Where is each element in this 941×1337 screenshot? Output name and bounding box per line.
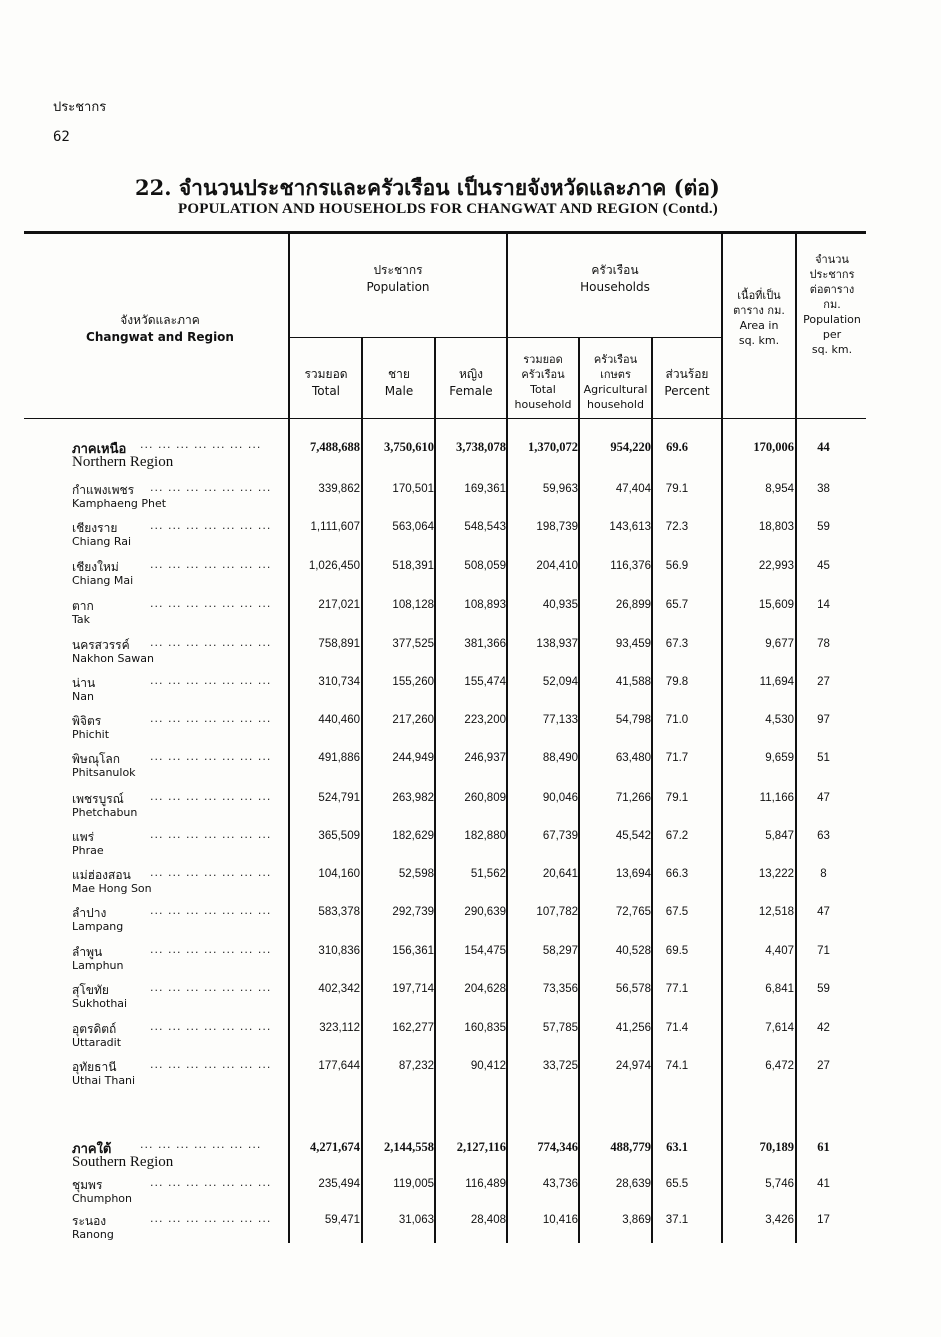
cell-female: 169,361 (464, 483, 506, 495)
cell-households: 90,046 (542, 792, 578, 804)
table-row (0, 1058, 941, 1098)
cell-density: 47 (817, 906, 830, 918)
row-name-english: Kamphaeng Phet (72, 497, 167, 510)
table-row (0, 712, 941, 752)
cell-area: 4,407 (765, 945, 794, 957)
cell-agricultural: 72,765 (615, 906, 651, 918)
header-total-household: รวมยอด ครัวเรือน Total household (514, 353, 572, 411)
row-name-thai: พิษณุโลก (72, 752, 121, 766)
row-name-english: Phichit (72, 728, 110, 741)
cell-male: 377,525 (392, 638, 434, 650)
cell-total: 524,791 (318, 792, 360, 804)
cell-households: 107,782 (536, 906, 578, 918)
leader-dots: ... ... ... ... ... ... ... (150, 1176, 272, 1189)
leader-dots: ... ... ... ... ... ... ... (150, 904, 272, 917)
cell-area: 3,426 (765, 1214, 794, 1226)
cell-female: 204,628 (464, 983, 506, 995)
cell-male: 52,598 (398, 868, 434, 880)
cell-total: 1,026,450 (308, 560, 360, 572)
header-density: จำนวน ประชากร ต่อตาราง กม. Population per sq. km. (803, 253, 861, 356)
row-name-english: Phrae (72, 844, 104, 857)
cell-density: 41 (817, 1178, 830, 1190)
header-percent: ส่วนร้อย Percent (664, 367, 710, 398)
leader-dots: ... ... ... ... ... ... ... (150, 712, 272, 725)
row-name-english: Tak (72, 613, 91, 626)
table-top-rule (24, 231, 866, 234)
table-row (0, 790, 941, 830)
cell-percent: 79.1 (665, 483, 689, 495)
cell-female: 155,474 (464, 676, 506, 688)
cell-households: 33,725 (542, 1060, 578, 1072)
cell-female: 182,880 (464, 830, 506, 842)
cell-density: 8 (820, 868, 827, 880)
cell-percent: 37.1 (665, 1214, 689, 1226)
cell-percent: 69.5 (665, 945, 689, 957)
cell-density: 71 (817, 945, 830, 957)
header-population: ประชากร Population (366, 263, 430, 294)
cell-density: 42 (817, 1022, 830, 1034)
cell-density: 61 (817, 1140, 830, 1154)
cell-male: 162,277 (392, 1022, 434, 1034)
cell-total: 7,488,688 (310, 440, 360, 454)
cell-male: 87,232 (398, 1060, 434, 1072)
cell-total: 323,112 (319, 1022, 360, 1034)
cell-density: 38 (817, 483, 830, 495)
cell-male: 3,750,610 (384, 440, 434, 454)
cell-area: 9,659 (765, 752, 794, 764)
cell-percent: 79.8 (665, 676, 689, 688)
cell-total: 339,862 (318, 483, 360, 495)
row-name-english: Chiang Rai (72, 535, 132, 548)
leader-dots: ... ... ... ... ... ... ... (150, 828, 272, 841)
table-row (0, 904, 941, 944)
cell-households: 1,370,072 (528, 440, 578, 454)
cell-male: 292,739 (392, 906, 434, 918)
row-name-thai: ลำพูน (72, 945, 103, 959)
header-households: ครัวเรือน Households (580, 263, 650, 294)
cell-total: 310,734 (318, 676, 360, 688)
cell-male: 156,361 (392, 945, 434, 957)
cell-total: 217,021 (318, 599, 360, 611)
leader-dots: ... ... ... ... ... ... ... (150, 790, 272, 803)
cell-male: 217,260 (392, 714, 434, 726)
row-name-english: Lamphun (72, 959, 124, 972)
cell-female: 3,738,078 (456, 440, 506, 454)
cell-households: 10,416 (542, 1214, 578, 1226)
cell-density: 78 (817, 638, 830, 650)
table-title-thai: 22. จำนวนประชากรและครัวเรือน เป็นรายจังหวัดและภาค (ต่อ) (135, 175, 720, 200)
cell-percent: 74.1 (665, 1060, 689, 1072)
cell-percent: 79.1 (665, 792, 689, 804)
cell-total: 758,891 (318, 638, 360, 650)
cell-density: 14 (817, 599, 830, 611)
cell-area: 7,614 (765, 1022, 794, 1034)
cell-female: 51,562 (470, 868, 506, 880)
row-name-english: Uttaradit (72, 1036, 122, 1049)
cell-total: 491,886 (318, 752, 360, 764)
cell-households: 20,641 (542, 868, 578, 880)
cell-female: 90,412 (470, 1060, 506, 1072)
cell-female: 290,639 (464, 906, 506, 918)
cell-households: 52,094 (542, 676, 578, 688)
cell-total: 177,644 (318, 1060, 360, 1072)
cell-households: 88,490 (542, 752, 578, 764)
row-name-english: Sukhothai (72, 997, 128, 1010)
cell-agricultural: 45,542 (615, 830, 651, 842)
row-name-english: Chumphon (72, 1192, 132, 1205)
row-name-thai: แม่ฮ่องสอน (72, 868, 131, 882)
cell-density: 59 (817, 983, 830, 995)
cell-area: 5,847 (765, 830, 794, 842)
cell-male: 244,949 (392, 752, 434, 764)
cell-density: 27 (817, 1060, 830, 1072)
leader-dots: ... ... ... ... ... ... ... (140, 438, 262, 451)
table-row (0, 1176, 941, 1216)
leader-dots: ... ... ... ... ... ... ... (150, 1058, 272, 1071)
cell-percent: 65.7 (665, 599, 689, 611)
row-name-english: Southern Region (72, 1154, 174, 1170)
row-name-english: Nakhon Sawan (72, 652, 154, 665)
cell-male: 155,260 (392, 676, 434, 688)
cell-female: 108,893 (464, 599, 506, 611)
cell-percent: 71.4 (665, 1022, 689, 1034)
header-male: ชาย Male (384, 367, 414, 398)
table-row (0, 828, 941, 868)
cell-percent: 77.1 (665, 983, 689, 995)
table-row (0, 597, 941, 637)
table-row (0, 558, 941, 598)
cell-area: 18,803 (758, 521, 794, 533)
cell-male: 31,063 (398, 1214, 434, 1226)
cell-agricultural: 24,974 (615, 1060, 651, 1072)
leader-dots: ... ... ... ... ... ... ... (150, 981, 272, 994)
cell-agricultural: 488,779 (610, 1140, 651, 1154)
cell-area: 70,189 (759, 1140, 794, 1154)
cell-total: 365,509 (318, 830, 360, 842)
cell-total: 583,378 (318, 906, 360, 918)
leader-dots: ... ... ... ... ... ... ... (150, 597, 272, 610)
cell-households: 40,935 (542, 599, 578, 611)
cell-percent: 67.3 (665, 638, 689, 650)
header-bottom-rule (24, 418, 866, 419)
cell-male: 119,005 (393, 1178, 434, 1190)
cell-female: 160,835 (464, 1022, 506, 1034)
table-row (0, 481, 941, 521)
row-name-thai: อุทัยธานี (72, 1060, 117, 1074)
cell-area: 22,993 (758, 560, 794, 572)
cell-total: 104,160 (318, 868, 360, 880)
table-row (0, 674, 941, 714)
cell-households: 774,346 (537, 1140, 578, 1154)
cell-area: 5,746 (765, 1178, 794, 1190)
row-name-thai: เชียงราย (72, 521, 118, 535)
page-number: 62 (53, 129, 70, 145)
leader-dots: ... ... ... ... ... ... ... (150, 943, 272, 956)
cell-male: 263,982 (392, 792, 434, 804)
cell-agricultural: 56,578 (615, 983, 651, 995)
cell-density: 45 (817, 560, 830, 572)
cell-density: 47 (817, 792, 830, 804)
cell-density: 44 (817, 440, 830, 454)
cell-households: 43,736 (542, 1178, 578, 1190)
header-area: เนื้อที่เป็น ตาราง กม. Area in sq. km. (733, 289, 785, 347)
cell-agricultural: 3,869 (622, 1214, 651, 1226)
leader-dots: ... ... ... ... ... ... ... (150, 481, 272, 494)
row-name-english: Phitsanulok (72, 766, 136, 779)
cell-density: 97 (817, 714, 830, 726)
table-row (0, 943, 941, 983)
table-title-english: POPULATION AND HOUSEHOLDS FOR CHANGWAT AND REGION (Contd.) (178, 201, 718, 217)
leader-dots: ... ... ... ... ... ... ... (150, 1212, 272, 1225)
cell-percent: 65.5 (665, 1178, 689, 1190)
leader-dots: ... ... ... ... ... ... ... (150, 750, 272, 763)
leader-dots: ... ... ... ... ... ... ... (150, 636, 272, 649)
cell-density: 27 (817, 676, 830, 688)
row-name-english: Uthai Thani (72, 1074, 136, 1087)
table-row (0, 866, 941, 906)
cell-female: 154,475 (464, 945, 506, 957)
leader-dots: ... ... ... ... ... ... ... (150, 866, 272, 879)
row-name-thai: ภาคเหนือ (72, 442, 127, 457)
cell-male: 518,391 (392, 560, 434, 572)
cell-percent: 66.3 (665, 868, 689, 880)
cell-density: 17 (817, 1214, 830, 1226)
cell-agricultural: 63,480 (615, 752, 651, 764)
row-name-english: Northern Region (72, 454, 174, 470)
cell-agricultural: 71,266 (615, 792, 651, 804)
cell-households: 77,133 (542, 714, 578, 726)
cell-male: 108,128 (392, 599, 434, 611)
cell-male: 2,144,558 (384, 1140, 434, 1154)
cell-female: 548,543 (464, 521, 506, 533)
row-name-thai: สุโขทัย (72, 983, 109, 997)
cell-female: 260,809 (464, 792, 506, 804)
cell-percent: 71.0 (665, 714, 689, 726)
row-name-english: Ranong (72, 1228, 114, 1241)
cell-percent: 72.3 (665, 521, 689, 533)
cell-percent: 56.9 (665, 560, 689, 572)
row-name-english: Chiang Mai (72, 574, 134, 587)
cell-households: 57,785 (542, 1022, 578, 1034)
cell-agricultural: 954,220 (610, 440, 651, 454)
header-female: หญิง Female (449, 367, 493, 398)
region-row (0, 1138, 941, 1178)
table-row (0, 1020, 941, 1060)
cell-area: 4,530 (765, 714, 794, 726)
cell-households: 73,356 (542, 983, 578, 995)
leader-dots: ... ... ... ... ... ... ... (140, 1138, 262, 1151)
table-row (0, 1212, 941, 1252)
row-name-english: Phetchabun (72, 806, 138, 819)
row-name-thai: เชียงใหม่ (72, 560, 119, 574)
cell-agricultural: 26,899 (615, 599, 651, 611)
cell-total: 440,460 (318, 714, 360, 726)
row-name-thai: ลำปาง (72, 906, 107, 920)
row-name-thai: ตาก (72, 599, 94, 613)
cell-households: 59,963 (542, 483, 578, 495)
cell-percent: 69.6 (666, 440, 688, 454)
row-name-english: Mae Hong Son (72, 882, 152, 895)
cell-female: 2,127,116 (456, 1140, 506, 1154)
cell-households: 198,739 (536, 521, 578, 533)
cell-agricultural: 116,376 (610, 560, 651, 572)
header-changwat: จังหวัดและภาค Changwat and Region (86, 313, 234, 344)
cell-female: 508,059 (464, 560, 506, 572)
leader-dots: ... ... ... ... ... ... ... (150, 674, 272, 687)
row-name-thai: ชุมพร (72, 1178, 103, 1192)
cell-density: 51 (817, 752, 830, 764)
cell-agricultural: 143,613 (609, 521, 651, 533)
cell-area: 11,166 (759, 792, 794, 804)
cell-area: 15,609 (758, 599, 794, 611)
table-row (0, 750, 941, 790)
cell-percent: 71.7 (665, 752, 689, 764)
cell-agricultural: 54,798 (615, 714, 651, 726)
running-head: ประชากร (53, 100, 107, 115)
cell-male: 197,714 (392, 983, 434, 995)
cell-agricultural: 28,639 (615, 1178, 651, 1190)
row-name-thai: อุตรดิตถ์ (72, 1022, 117, 1036)
cell-total: 1,111,607 (310, 521, 360, 533)
cell-area: 12,518 (758, 906, 794, 918)
row-name-thai: แพร่ (72, 830, 95, 844)
row-name-english: Nan (72, 690, 94, 703)
cell-total: 235,494 (318, 1178, 360, 1190)
row-name-thai: กำแพงเพชร (72, 483, 135, 497)
cell-female: 381,366 (464, 638, 506, 650)
cell-total: 4,271,674 (310, 1140, 360, 1154)
cell-female: 246,937 (464, 752, 506, 764)
cell-area: 11,694 (759, 676, 794, 688)
cell-density: 63 (817, 830, 830, 842)
cell-households: 204,410 (536, 560, 578, 572)
cell-agricultural: 40,528 (615, 945, 651, 957)
cell-area: 170,006 (753, 440, 794, 454)
cell-area: 13,222 (758, 868, 794, 880)
row-name-thai: เพชรบูรณ์ (72, 792, 124, 806)
cell-percent: 63.1 (666, 1140, 688, 1154)
cell-households: 138,937 (536, 638, 578, 650)
cell-agricultural: 41,256 (615, 1022, 651, 1034)
table-row (0, 519, 941, 559)
cell-agricultural: 41,588 (615, 676, 651, 688)
leader-dots: ... ... ... ... ... ... ... (150, 1020, 272, 1033)
cell-female: 116,489 (465, 1178, 506, 1190)
cell-agricultural: 13,694 (615, 868, 651, 880)
cell-total: 310,836 (318, 945, 360, 957)
cell-area: 9,677 (765, 638, 794, 650)
header-agricultural-household: ครัวเรือน เกษตร Agricultural household (583, 353, 648, 411)
row-name-thai: ภาคใต้ (72, 1142, 112, 1157)
cell-male: 563,064 (392, 521, 434, 533)
row-name-thai: นครสวรรค์ (72, 638, 130, 652)
cell-percent: 67.2 (665, 830, 689, 842)
cell-total: 402,342 (318, 983, 360, 995)
cell-density: 59 (817, 521, 830, 533)
cell-female: 223,200 (464, 714, 506, 726)
cell-agricultural: 93,459 (615, 638, 651, 650)
cell-area: 6,841 (765, 983, 794, 995)
table-row (0, 636, 941, 676)
row-name-thai: ระนอง (72, 1214, 107, 1228)
row-name-thai: น่าน (72, 676, 96, 690)
cell-households: 58,297 (542, 945, 578, 957)
header-total: รวมยอด Total (304, 367, 348, 398)
cell-total: 59,471 (324, 1214, 360, 1226)
cell-percent: 67.5 (665, 906, 689, 918)
cell-male: 182,629 (392, 830, 434, 842)
row-name-english: Lampang (72, 920, 124, 933)
leader-dots: ... ... ... ... ... ... ... (150, 519, 272, 532)
cell-agricultural: 47,404 (615, 483, 651, 495)
leader-dots: ... ... ... ... ... ... ... (150, 558, 272, 571)
cell-male: 170,501 (392, 483, 434, 495)
row-name-thai: พิจิตร (72, 714, 102, 728)
cell-female: 28,408 (470, 1214, 506, 1226)
region-row (0, 438, 941, 478)
cell-area: 6,472 (765, 1060, 794, 1072)
cell-households: 67,739 (542, 830, 578, 842)
table-row (0, 981, 941, 1021)
cell-area: 8,954 (765, 483, 794, 495)
